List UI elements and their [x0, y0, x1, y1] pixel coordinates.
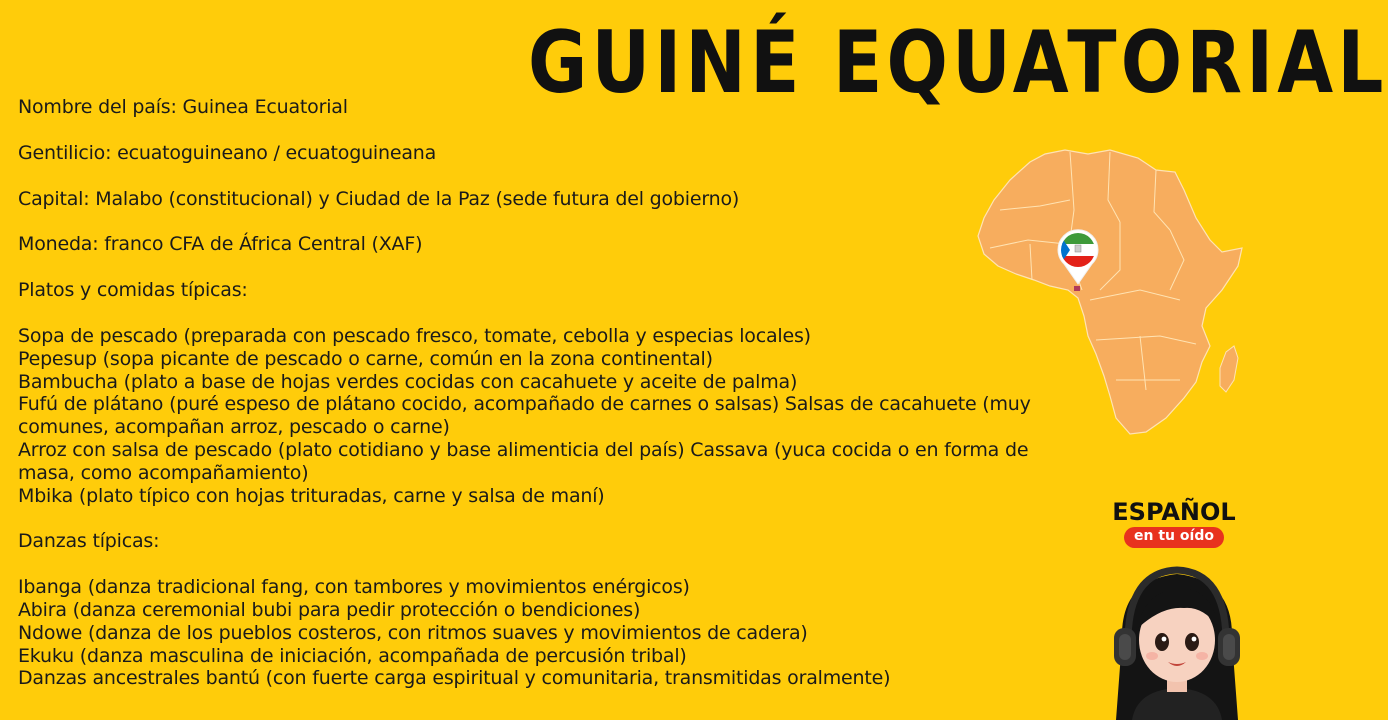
madagascar-shape	[1220, 346, 1238, 392]
dish-item: Bambucha (plato a base de hojas verdes cocidas con cacahuete y aceite de palma)	[18, 370, 798, 393]
dances-heading: Danzas típicas:	[18, 530, 160, 553]
dish-item: Mbika (plato típico con hojas trituradas, carne y salsa de maní)	[18, 484, 605, 507]
logo-title: ESPAÑOL	[1112, 498, 1236, 526]
info-content	[18, 96, 1098, 690]
capital: Capital: Malabo (constitucional) y Ciudad de la Paz (sede futura del gobierno)	[18, 187, 740, 210]
location-marker	[1074, 286, 1080, 291]
dish-item: comunes, acompañan arroz, pescado o carne)	[18, 416, 450, 439]
brand-logo	[1106, 500, 1242, 548]
dishes-heading: Platos y comidas típicas:	[18, 279, 248, 302]
dish-item: Sopa de pescado (preparada con pescado fresco, tomate, cebolla y especias locales)	[18, 324, 811, 347]
logo-subtitle: en tu oído	[1124, 527, 1224, 548]
dance-item: Ekuku (danza masculina de iniciación, acompañada de percusión tribal)	[18, 644, 687, 667]
demonym: Gentilicio: ecuatoguineano / ecuatoguineana	[18, 141, 437, 164]
dish-item: Fufú de plátano (puré espeso de plátano cocido, acompañado de carnes o salsas) Salsas de cacahuete (muy	[18, 393, 1031, 416]
dish-item: Arroz con salsa de pescado (plato cotidiano y base alimenticia del país) Cassava (yuca cocida o en forma de	[18, 438, 1029, 461]
dish-item: Pepesup (sopa picante de pescado o carne, común en la zona continental)	[18, 347, 713, 370]
africa-map	[970, 140, 1255, 440]
dance-item: Ndowe (danza de los pueblos costeros, con ritmos suaves y movimientos de cadera)	[18, 621, 808, 644]
currency: Moneda: franco CFA de África Central (XAF)	[18, 233, 423, 256]
avatar-illustration	[1092, 550, 1262, 720]
dance-item: Danzas ancestrales bantú (con fuerte carga espiritual y comunitaria, transmitidas oralmente)	[18, 667, 891, 690]
page-title: GUINÉ EQUATORIAL	[528, 13, 1388, 113]
dance-item: Abira (danza ceremonial bubi para pedir protección o bendiciones)	[18, 598, 641, 621]
dish-item: masa, como acompañamiento)	[18, 461, 309, 484]
africa-continent-shape	[978, 150, 1242, 434]
country-name: Nombre del país: Guinea Ecuatorial	[18, 96, 348, 118]
dance-item: Ibanga (danza tradicional fang, con tambores y movimientos enérgicos)	[18, 576, 690, 599]
